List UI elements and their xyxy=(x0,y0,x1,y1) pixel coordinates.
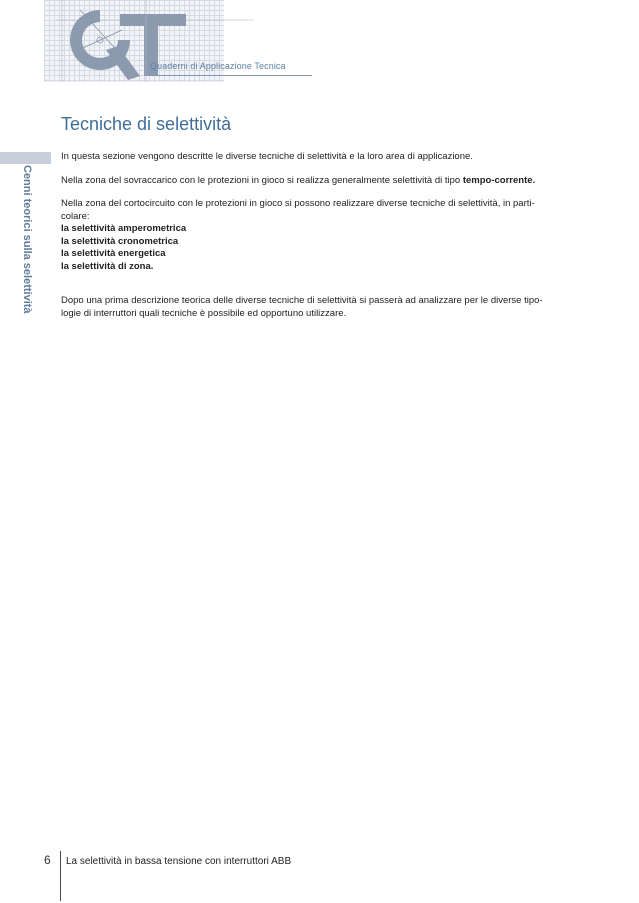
page-number: 6 xyxy=(44,853,51,867)
header-divider xyxy=(148,75,312,76)
page-title: Tecniche di selettività xyxy=(61,114,232,134)
series-title: Quaderni di Applicazione Tecnica xyxy=(150,61,286,71)
section-label: Cenni teorici sulla selettività xyxy=(21,165,33,314)
closing-line-1: Dopo una prima descrizione teorica delle diverse tecniche di selettività si passerà ad analizzare per le diverse tipo- xyxy=(61,295,543,306)
list-item: la selettività cronometrica xyxy=(61,235,179,247)
intro-paragraph: In questa sezione vengono descritte le diverse tecniche di selettività e la loro area di applicazione. xyxy=(61,151,473,162)
overload-bold: tempo-corrente. xyxy=(462,174,536,186)
closing-line-2: logie di interruttori quali tecniche è possibile ed opportuno utilizzare. xyxy=(61,307,347,319)
techniques-list xyxy=(61,223,581,273)
body-text xyxy=(61,151,581,320)
shortcircuit-line-1: Nella zona del cortocircuito con le protezioni in gioco si possono realizzare diverse tecniche di selettività, in parti- xyxy=(61,198,535,209)
overload-text: Nella zona del sovraccarico con le protezioni in gioco si realizza generalmente selettività di tipo xyxy=(61,174,463,186)
closing-paragraph xyxy=(61,295,581,320)
footer-divider xyxy=(60,851,61,901)
list-item: la selettività di zona. xyxy=(61,260,154,272)
section-tab-marker xyxy=(0,152,51,164)
shortcircuit-line-2: colare: xyxy=(61,210,90,222)
footer-document-title: La selettività in bassa tensione con interruttori ABB xyxy=(66,856,292,867)
overload-paragraph xyxy=(61,175,581,188)
shortcircuit-paragraph xyxy=(61,198,581,223)
list-item: la selettività energetica xyxy=(61,248,166,259)
list-item: la selettività amperometrica xyxy=(61,223,187,234)
